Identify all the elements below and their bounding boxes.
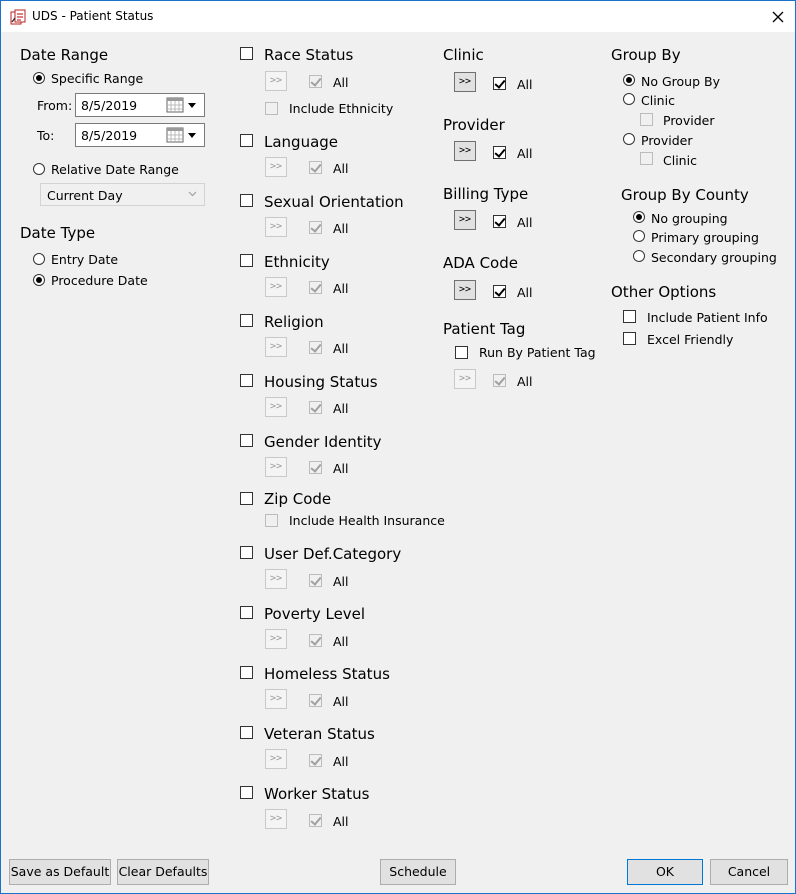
date-type-heading: Date Type — [20, 224, 96, 242]
date-range-heading: Date Range — [20, 46, 109, 64]
to-date-field[interactable] — [75, 123, 205, 147]
from-date-value: 8/5/2019 — [81, 98, 138, 113]
app-icon — [10, 9, 26, 25]
veteran-status-expand-button[interactable]: >> — [265, 749, 287, 769]
include-health-insurance-label: Include Health Insurance — [289, 513, 445, 528]
religion-all-checkbox[interactable] — [309, 341, 322, 354]
cancel-button[interactable]: Cancel — [710, 859, 788, 885]
user-def-category-checkbox[interactable] — [240, 546, 253, 559]
poverty-level-all-label: All — [333, 634, 349, 649]
worker-status-label: Worker Status — [264, 785, 370, 803]
ok-button[interactable]: OK — [627, 859, 703, 885]
title-bar[interactable] — [1, 1, 795, 32]
race-status-expand-button[interactable]: >> — [265, 71, 287, 91]
chevron-down-icon — [188, 191, 197, 197]
housing-status-all-label: All — [333, 401, 349, 416]
religion-all-label: All — [333, 341, 349, 356]
primary-grouping-radio[interactable] — [633, 230, 645, 242]
include-health-insurance-checkbox[interactable] — [265, 514, 278, 527]
sexual-orientation-all-checkbox[interactable] — [309, 221, 322, 234]
group-by-clinic-radio[interactable] — [623, 93, 635, 105]
language-expand-button[interactable]: >> — [265, 157, 287, 177]
ada-code-expand-button[interactable]: >> — [454, 280, 476, 300]
veteran-status-checkbox[interactable] — [240, 726, 253, 739]
include-ethnicity-checkbox[interactable] — [265, 102, 278, 115]
language-all-label: All — [333, 161, 349, 176]
housing-status-label: Housing Status — [264, 373, 378, 391]
ethnicity-expand-button[interactable]: >> — [265, 277, 287, 297]
ada-code-heading: ADA Code — [443, 254, 518, 272]
procedure-date-label: Procedure Date — [51, 273, 148, 288]
no-group-by-radio[interactable] — [623, 74, 635, 86]
group-by-provider-label: Provider — [641, 133, 693, 148]
veteran-status-label: Veteran Status — [264, 725, 375, 743]
ethnicity-label: Ethnicity — [264, 253, 330, 271]
provider-heading: Provider — [443, 116, 505, 134]
user-def-category-all-label: All — [333, 574, 349, 589]
sexual-orientation-all-label: All — [333, 221, 349, 236]
from-label: From: — [37, 98, 73, 113]
excel-friendly-checkbox[interactable] — [623, 332, 636, 345]
excel-friendly-label: Excel Friendly — [647, 332, 734, 347]
homeless-status-checkbox[interactable] — [240, 666, 253, 679]
relative-range-radio[interactable] — [33, 163, 45, 175]
include-ethnicity-label: Include Ethnicity — [289, 101, 394, 116]
save-as-default-button[interactable]: Save as Default — [9, 859, 111, 885]
clinic-all-label: All — [517, 77, 533, 92]
user-def-category-label: User Def.Category — [264, 545, 402, 563]
no-grouping-label: No grouping — [651, 211, 728, 226]
group-by-county-heading: Group By County — [621, 186, 749, 204]
housing-status-all-checkbox[interactable] — [309, 401, 322, 414]
schedule-button[interactable]: Schedule — [380, 859, 456, 885]
close-icon — [772, 11, 784, 23]
ethnicity-checkbox[interactable] — [240, 254, 253, 267]
include-patient-info-label: Include Patient Info — [647, 310, 768, 325]
race-status-all-checkbox[interactable] — [309, 75, 322, 88]
provider-expand-button[interactable]: >> — [454, 141, 476, 161]
specific-range-radio[interactable] — [33, 72, 45, 84]
homeless-status-expand-button[interactable]: >> — [265, 689, 287, 709]
entry-date-label: Entry Date — [51, 252, 119, 267]
billing-type-expand-button[interactable]: >> — [454, 210, 476, 230]
include-patient-info-checkbox[interactable] — [623, 310, 636, 323]
clinic-expand-button[interactable]: >> — [454, 72, 476, 92]
to-date-value: 8/5/2019 — [81, 128, 138, 143]
clinic-all-checkbox[interactable] — [493, 77, 506, 90]
religion-label: Religion — [264, 313, 324, 331]
clinic-provider-label: Provider — [663, 113, 715, 128]
poverty-level-all-checkbox[interactable] — [309, 634, 322, 647]
poverty-level-label: Poverty Level — [264, 605, 366, 623]
worker-status-checkbox[interactable] — [240, 786, 253, 799]
run-by-patient-tag-checkbox[interactable] — [455, 346, 468, 359]
race-status-all-label: All — [333, 75, 349, 90]
user-def-category-expand-button[interactable]: >> — [265, 569, 287, 589]
clinic-provider-checkbox[interactable] — [640, 113, 653, 126]
group-by-clinic-label: Clinic — [641, 93, 675, 108]
provider-clinic-checkbox[interactable] — [640, 152, 653, 165]
patient-tag-heading: Patient Tag — [443, 320, 526, 338]
run-by-patient-tag-label: Run By Patient Tag — [479, 345, 596, 360]
billing-type-all-checkbox[interactable] — [493, 215, 506, 228]
relative-range-label: Relative Date Range — [51, 162, 179, 177]
other-options-heading: Other Options — [611, 283, 717, 301]
sexual-orientation-expand-button[interactable]: >> — [265, 217, 287, 237]
to-date-picker[interactable] — [161, 124, 204, 146]
poverty-level-expand-button[interactable]: >> — [265, 629, 287, 649]
relative-range-value: Current Day — [47, 188, 123, 203]
housing-status-checkbox[interactable] — [240, 374, 253, 387]
primary-grouping-label: Primary grouping — [651, 230, 759, 245]
billing-type-all-label: All — [517, 215, 533, 230]
clinic-heading: Clinic — [443, 46, 484, 64]
provider-clinic-label: Clinic — [663, 153, 697, 168]
sexual-orientation-label: Sexual Orientation — [264, 193, 404, 211]
ada-code-all-checkbox[interactable] — [493, 285, 506, 298]
window-title: UDS - Patient Status — [32, 9, 154, 23]
worker-status-expand-button[interactable]: >> — [265, 809, 287, 829]
ethnicity-all-checkbox[interactable] — [309, 281, 322, 294]
ada-code-all-label: All — [517, 285, 533, 300]
gender-identity-label: Gender Identity — [264, 433, 382, 451]
language-checkbox[interactable] — [240, 134, 253, 147]
billing-type-heading: Billing Type — [443, 185, 529, 203]
relative-range-select[interactable] — [40, 183, 205, 206]
sexual-orientation-checkbox[interactable] — [240, 194, 253, 207]
poverty-level-checkbox[interactable] — [240, 606, 253, 619]
specific-range-label: Specific Range — [51, 71, 144, 86]
patient-tag-all-label: All — [517, 374, 533, 389]
secondary-grouping-label: Secondary grouping — [651, 250, 777, 265]
language-all-checkbox[interactable] — [309, 161, 322, 174]
race-status-label: Race Status — [264, 46, 354, 64]
gender-identity-checkbox[interactable] — [240, 434, 253, 447]
group-by-heading: Group By — [611, 46, 681, 64]
secondary-grouping-radio[interactable] — [633, 250, 645, 262]
clear-defaults-button[interactable]: Clear Defaults — [117, 859, 209, 885]
zip-code-label: Zip Code — [264, 490, 332, 508]
calendar-icon — [166, 97, 200, 113]
gender-identity-all-checkbox[interactable] — [309, 461, 322, 474]
housing-status-expand-button[interactable]: >> — [265, 397, 287, 417]
homeless-status-all-checkbox[interactable] — [309, 694, 322, 707]
homeless-status-label: Homeless Status — [264, 665, 390, 683]
provider-all-checkbox[interactable] — [493, 146, 506, 159]
patient-tag-expand-button[interactable]: >> — [454, 369, 476, 389]
veteran-status-all-label: All — [333, 754, 349, 769]
no-grouping-radio[interactable] — [633, 211, 645, 223]
user-def-category-all-checkbox[interactable] — [309, 574, 322, 587]
from-date-field[interactable] — [75, 93, 205, 117]
religion-checkbox[interactable] — [240, 314, 253, 327]
religion-expand-button[interactable]: >> — [265, 337, 287, 357]
homeless-status-all-label: All — [333, 694, 349, 709]
calendar-icon — [166, 127, 200, 143]
language-label: Language — [264, 133, 339, 151]
gender-identity-all-label: All — [333, 461, 349, 476]
worker-status-all-checkbox[interactable] — [309, 814, 322, 827]
zip-code-checkbox[interactable] — [240, 492, 253, 505]
no-group-by-label: No Group By — [641, 74, 720, 89]
provider-all-label: All — [517, 146, 533, 161]
close-button[interactable] — [761, 1, 795, 32]
group-by-provider-radio[interactable] — [623, 133, 635, 145]
to-label: To: — [37, 128, 55, 143]
entry-date-radio[interactable] — [33, 253, 45, 265]
veteran-status-all-checkbox[interactable] — [309, 754, 322, 767]
gender-identity-expand-button[interactable]: >> — [265, 457, 287, 477]
worker-status-all-label: All — [333, 814, 349, 829]
ethnicity-all-label: All — [333, 281, 349, 296]
race-status-checkbox[interactable] — [240, 47, 253, 60]
procedure-date-radio[interactable] — [33, 274, 45, 286]
from-date-picker[interactable] — [161, 94, 204, 116]
patient-tag-all-checkbox[interactable] — [493, 374, 506, 387]
